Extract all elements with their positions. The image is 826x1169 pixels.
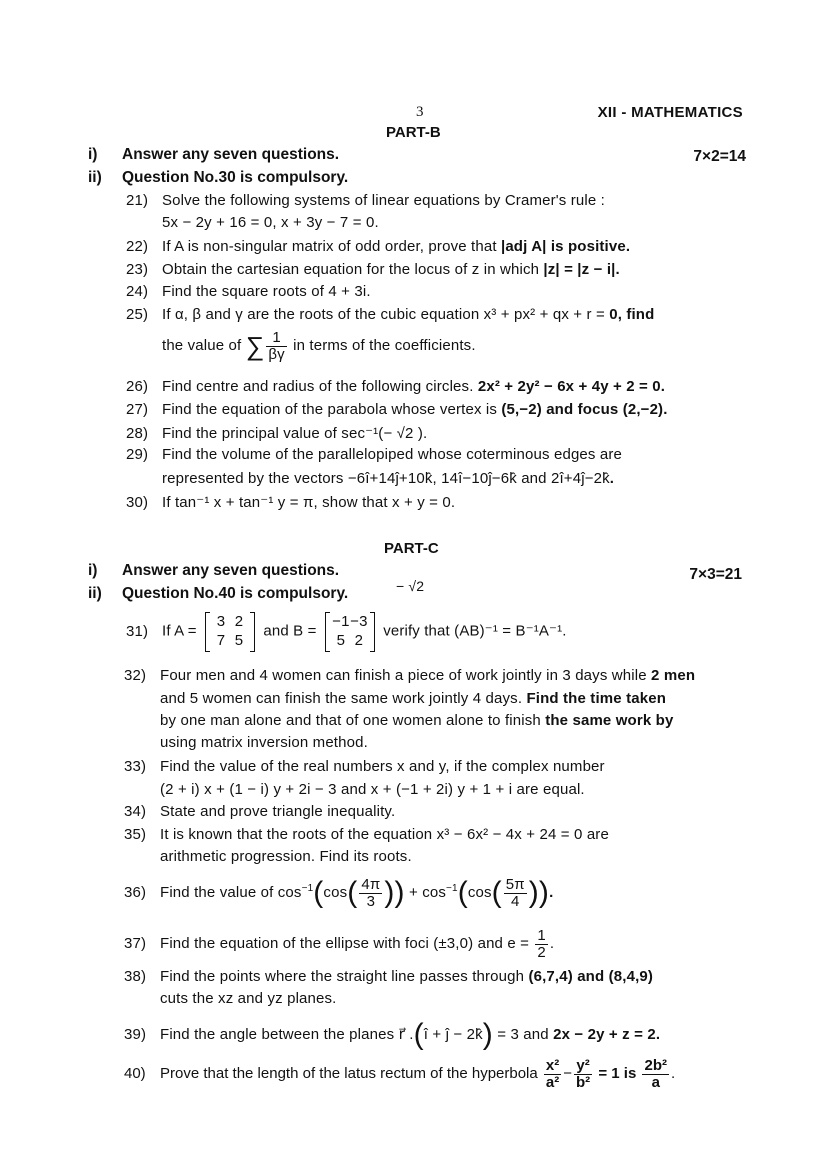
fraction	[359, 877, 382, 910]
question-34	[124, 803, 395, 820]
denominator: a	[651, 1073, 660, 1091]
question-number: 31)	[126, 622, 149, 640]
question-text: Find the value of the real numbers x and y, if the complex number	[160, 758, 605, 775]
question-text: and 5 women can finish the same work jointly 4 days.	[160, 690, 527, 707]
question-text-bold: Find the time taken	[526, 690, 667, 707]
period: .	[549, 883, 554, 901]
question-text-bold: 0, find	[609, 306, 655, 323]
fraction	[266, 330, 286, 363]
question-32-line-2	[160, 690, 666, 707]
vector-2: 14î−10ĵ−6k̂	[441, 470, 517, 487]
matrix-b	[325, 612, 375, 652]
question-21	[126, 192, 605, 209]
question-number: 36)	[124, 883, 147, 901]
question-29	[126, 446, 622, 463]
question-number: 40)	[124, 1065, 146, 1083]
question-38-line-2: cuts the xz and yz planes.	[160, 990, 337, 1007]
question-27	[126, 401, 668, 418]
question-text: State and prove triangle inequality.	[160, 803, 396, 820]
question-text-bold: |z| = |z − i|.	[543, 261, 620, 278]
minus-sign: −	[563, 1065, 573, 1083]
question-text: It is known that the roots of the equation x³ − 6x² − 4x + 24 = 0 are	[160, 826, 609, 843]
page-number: 3	[416, 104, 424, 120]
denominator: βγ	[268, 345, 285, 363]
question-22	[126, 238, 630, 255]
question-24	[126, 283, 371, 300]
part-c-instruction-1	[88, 562, 339, 580]
question-28	[126, 424, 427, 442]
question-text-bold: = 1 is	[598, 1065, 637, 1083]
matrix-cell: 3	[216, 613, 226, 630]
question-number: 29)	[126, 446, 149, 463]
question-text-bold: 2x − 2y + z = 2.	[553, 1025, 661, 1043]
question-text: If α, β and γ are the roots of the cubic equation x³ + px² + qx + r =	[162, 306, 610, 323]
question-26	[126, 378, 665, 395]
instruction-number: ii)	[88, 585, 102, 602]
part-c-instruction-2	[88, 585, 348, 603]
question-text: and	[521, 470, 547, 487]
question-number: 21)	[126, 192, 149, 209]
question-29-line-2: represented by the vectors −6î+14ĵ+10k̂, 14î−10ĵ−6k̂ and 2î+4ĵ−2k̂.	[162, 470, 615, 487]
question-40	[124, 1058, 675, 1091]
handwritten-annotation: − √2	[396, 578, 425, 594]
fraction	[535, 928, 548, 961]
matrix-cell: 2	[234, 613, 244, 630]
numerator: 2b²	[644, 1057, 667, 1074]
question-23	[126, 261, 620, 278]
question-text: Solve the following systems of linear equations by Cramer's rule :	[162, 192, 605, 209]
question-text: If A is non-singular matrix of odd order, prove that	[162, 238, 501, 255]
part-b-heading: PART-B	[386, 124, 441, 141]
question-text: represented by the vectors	[162, 470, 344, 487]
question-number: 34)	[124, 803, 147, 820]
question-text: Find centre and radius of the following circles.	[162, 378, 478, 395]
question-text: = 3 and	[497, 1025, 549, 1043]
denominator: 2	[537, 943, 546, 961]
question-32-line-3	[160, 712, 673, 729]
part-c-heading: PART-C	[384, 540, 439, 557]
denominator: 3	[366, 892, 376, 910]
superscript: −1	[446, 882, 458, 894]
question-text: Find the angle between the planes	[160, 1025, 395, 1043]
question-text: Find the volume of the parallelopiped whose coterminous edges are	[162, 446, 623, 463]
fraction	[574, 1058, 592, 1091]
matrix-cell: 2	[354, 631, 364, 649]
question-text: Obtain the cartesian equation for the locus of z in which	[162, 261, 544, 278]
superscript: −1	[301, 882, 314, 894]
question-number: 33)	[124, 758, 147, 775]
question-number: 32)	[124, 667, 147, 684]
part-b-marks: 7×2=14	[693, 148, 746, 165]
question-number: 35)	[124, 826, 147, 843]
cos-text: cos	[467, 883, 492, 901]
question-33	[124, 758, 605, 775]
period: .	[549, 935, 555, 953]
matrix-cell: −3	[350, 613, 368, 630]
question-text: Find the equation of the parabola whose vertex is	[162, 401, 502, 418]
question-number: 25)	[126, 306, 149, 323]
question-text-bold: the same work by	[545, 712, 674, 729]
question-text: and B =	[263, 622, 317, 640]
instruction-number: ii)	[88, 169, 102, 186]
question-36: 36) Find the value of $\cos^{-1}(\cos$( $\frac{4\pi}{3}$ )) + $\cos^{-1}(\cos$( $\frac{5\pi}{4}$ )).	[124, 875, 554, 910]
period: .	[609, 470, 615, 487]
question-text: + cos	[408, 883, 446, 901]
question-text: by one man alone and that of one women alone to finish	[160, 712, 546, 729]
part-b-instruction-1	[88, 146, 339, 164]
part-b-instruction-2	[88, 169, 348, 187]
numerator: 1	[266, 330, 286, 347]
matrix-cell: 7	[216, 631, 226, 649]
matrix-cell: 5	[234, 631, 244, 649]
period: .	[670, 1065, 676, 1083]
question-number: 28)	[126, 425, 149, 442]
question-text: If A =	[162, 622, 197, 640]
fraction	[504, 877, 527, 910]
question-25	[126, 306, 654, 323]
part-c-marks: 7×3=21	[689, 566, 742, 583]
numerator: x²	[545, 1057, 560, 1074]
cos-text: cos	[323, 883, 348, 901]
question-text-bold: (6,7,4) and (8,4,9)	[528, 968, 654, 985]
numerator: 5π	[505, 875, 525, 893]
numerator: 4π	[361, 875, 381, 893]
question-number: 26)	[126, 378, 149, 395]
question-32-line-4: using matrix inversion method.	[160, 734, 368, 751]
question-text: Find the points where the straight line passes through	[160, 968, 529, 985]
question-text: in terms of the coefficients.	[293, 337, 476, 355]
question-number: 38)	[124, 968, 147, 985]
question-text: If tan⁻¹ x + tan⁻¹ y = π, show that x + y = 0.	[162, 494, 456, 511]
question-31	[126, 612, 567, 652]
sigma-symbol: ∑	[245, 330, 265, 361]
vector-expression: î + ĵ − 2k̂	[423, 1025, 483, 1043]
question-number: 30)	[126, 494, 149, 511]
question-text: Find the principal value of sec⁻¹(− √2 ).	[162, 425, 428, 442]
instruction-text: Answer any seven questions.	[122, 562, 340, 579]
question-35-line-2: arithmetic progression. Find its roots.	[160, 848, 412, 865]
question-text-bold: (5,−2) and focus (2,−2).	[501, 401, 668, 418]
question-number: 24)	[126, 283, 149, 300]
vector-3: 2î+4ĵ−2k̂	[551, 470, 610, 487]
vector-r: r⃗ .	[398, 1025, 414, 1043]
question-text-bold: |adj A| is positive.	[500, 238, 631, 255]
question-text: Find the square roots of 4 + 3i.	[162, 283, 371, 300]
question-text: verify that (AB)⁻¹ = B⁻¹A⁻¹.	[383, 622, 567, 640]
question-39: 39) Find the angle between the planes r⃗ .(î + ĵ − 2k̂) = 3 and 2x − 2y + z = 2.	[124, 1018, 661, 1051]
instruction-number: i)	[88, 146, 98, 163]
question-number: 23)	[126, 261, 149, 278]
question-35	[124, 826, 609, 843]
question-number: 27)	[126, 401, 149, 418]
question-text-bold: 2 men	[651, 667, 696, 684]
question-text: Prove that the length of the latus rectum of the hyperbola	[160, 1065, 538, 1083]
numerator: 1	[537, 927, 546, 944]
vector-1: −6î+14ĵ+10k̂	[347, 470, 433, 487]
fraction	[642, 1058, 669, 1091]
instruction-text: Answer any seven questions.	[122, 146, 340, 163]
question-number: 39)	[124, 1025, 147, 1043]
subject-title: XII - MATHEMATICS	[597, 104, 743, 121]
instruction-number: i)	[88, 562, 98, 579]
instruction-text: Question No.40 is compulsory.	[122, 585, 349, 602]
numerator: y²	[574, 1058, 592, 1075]
question-32	[124, 667, 695, 684]
question-33-line-2: (2 + i) x + (1 − i) y + 2i − 3 and x + (−1 + 2i) y + 1 + i are equal.	[160, 781, 585, 798]
denominator: a²	[545, 1073, 560, 1091]
question-text: Find the value of cos	[160, 883, 302, 901]
instruction-text: Question No.30 is compulsory.	[122, 169, 349, 186]
question-21-line-2: 5x − 2y + 16 = 0, x + 3y − 7 = 0.	[162, 214, 379, 231]
matrix-a	[205, 612, 255, 652]
denominator: b²	[576, 1073, 591, 1091]
question-30	[126, 493, 455, 511]
question-37	[124, 928, 554, 961]
matrix-cell: 5	[336, 631, 346, 649]
question-38	[124, 968, 653, 985]
matrix-cell: −1	[332, 613, 350, 630]
question-text: Find the equation of the ellipse with foci (±3,0) and e =	[160, 935, 530, 953]
question-text: Four men and 4 women can finish a piece of work jointly in 3 days while	[160, 667, 652, 684]
question-number: 37)	[124, 935, 147, 953]
question-number: 22)	[126, 238, 149, 255]
denominator: 4	[511, 892, 520, 910]
question-text: the value of	[162, 337, 242, 355]
question-25-line-2	[162, 330, 476, 363]
question-text-bold: 2x² + 2y² − 6x + 4y + 2 = 0.	[477, 378, 666, 395]
fraction	[544, 1058, 561, 1091]
